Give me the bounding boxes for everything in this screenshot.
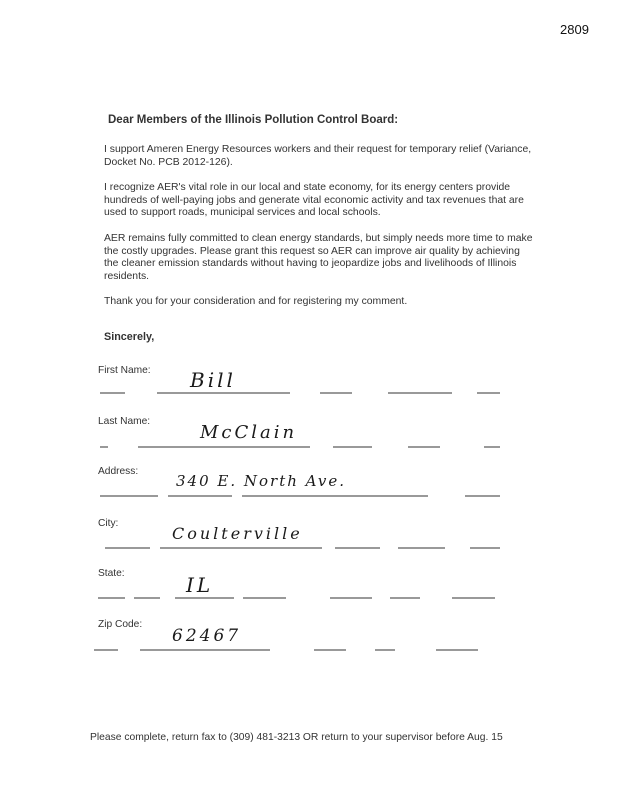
first-name-label: First Name: [98,365,151,376]
last-name-label: Last Name: [98,416,151,427]
city-handwritten: Coulterville [172,524,303,543]
letter-paragraph: I support Ameren Energy Resources workers and their request for temporary relief (Variance, Docket No. PCB 2012-126). [104,144,532,168]
city-label: City: [98,518,119,529]
address-label: Address: [98,466,139,477]
zip-code-label: Zip Code: [98,619,143,630]
last-name-handwritten: McClain [200,422,298,443]
footer-instructions: Please complete, return fax to (309) 481-3213 OR return to your supervisor before Aug. 15 [90,732,503,743]
page-number: 2809 [560,22,589,37]
letter-paragraph: Thank you for your consideration and for registering my comment. [104,296,408,307]
address-handwritten: 340 E. North Ave. [176,472,347,490]
state-handwritten: IL [186,573,214,597]
salutation: Dear Members of the Illinois Pollution Control Board: [108,114,399,126]
letter-paragraph: AER remains fully committed to clean energy standards, but simply needs more time to make the costly upgrades. Please grant this request so AER can improve air quality by achieving the cleaner emission standards without having to jeopardize jobs and livelihoods of Illinois residents. [104,233,533,282]
zip-code-handwritten: 62467 [172,626,242,646]
letter-paragraph: I recognize AER's vital role in our local and state economy, for its energy centers provide hundreds of well-paying jobs and generate vital economic activity and tax revenues that are used to support roads, municipal services and local schools. [104,182,524,218]
closing: Sincerely, [104,331,155,343]
first-name-handwritten: Bill [190,368,236,392]
state-label: State: [98,568,125,579]
